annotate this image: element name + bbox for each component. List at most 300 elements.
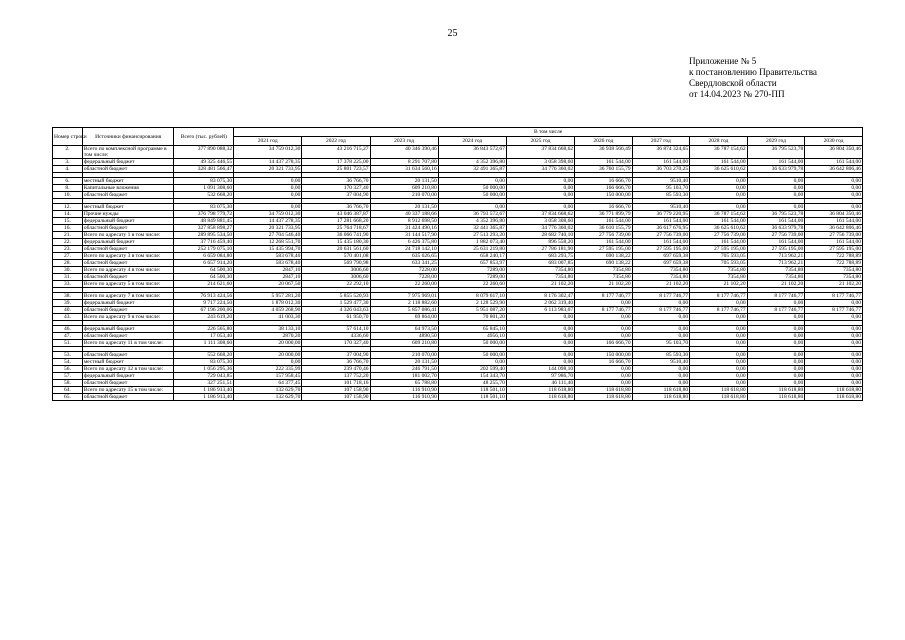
- year-value-cell: 0,00: [747, 333, 805, 340]
- table-row: [53, 253, 863, 260]
- table-row: [53, 300, 863, 307]
- source-cell: местный бюджет: [82, 359, 174, 366]
- year-value-cell: 2 128 529,90: [438, 300, 506, 307]
- total-cell: 6 657 914,20: [174, 260, 234, 267]
- year-value-cell: 0,00: [438, 178, 506, 185]
- year-value-cell: 2847,10: [234, 267, 302, 274]
- year-value-cell: 36 625 610,62: [690, 166, 748, 173]
- source-cell: областной бюджет: [82, 394, 174, 401]
- table-row: [53, 267, 863, 274]
- year-value-cell: 50 000,00: [438, 185, 506, 192]
- header-year: 2026 год: [575, 137, 633, 146]
- total-cell: 328 481 566,47: [174, 166, 234, 173]
- year-value-cell: 0,00: [690, 326, 748, 333]
- year-value-cell: 132 629,70: [234, 394, 302, 401]
- year-value-cell: 64 973,50: [370, 326, 438, 333]
- year-value-cell: 697 659,38: [632, 260, 690, 267]
- source-cell: Капитальные вложения: [82, 185, 174, 192]
- table-row: [53, 159, 863, 166]
- source-cell: Всего по адресату 15 в том числе:: [82, 387, 174, 394]
- year-value-cell: 32 441 365,87: [438, 225, 506, 232]
- year-value-cell: 161 544,00: [690, 239, 748, 246]
- total-cell: 1 186 913,40: [174, 387, 234, 394]
- source-cell: Всего по адресату 12 в том числе:: [82, 366, 174, 373]
- year-value-cell: 0,00: [805, 366, 863, 373]
- year-value-cell: 36 787 154,62: [690, 211, 748, 218]
- year-value-cell: 5 857 086,41: [370, 307, 438, 314]
- year-value-cell: 0,00: [805, 340, 863, 347]
- year-value-cell: 0,00: [506, 352, 574, 359]
- row-number-cell: 2.: [53, 146, 83, 159]
- year-value-cell: 36 843 572,67: [438, 146, 506, 159]
- appendix-line: Приложение № 5: [689, 56, 757, 66]
- year-value-cell: 8 079 617,10: [438, 293, 506, 300]
- year-value-cell: 31 424 490,16: [370, 225, 438, 232]
- table-row: [53, 394, 863, 401]
- year-value-cell: 61 950,70: [302, 314, 370, 321]
- row-number-cell: 21.: [53, 232, 83, 239]
- year-value-cell: 36 642 806,46: [805, 225, 863, 232]
- year-value-cell: 27 595 195,00: [805, 246, 863, 253]
- year-value-cell: 4890,50: [370, 333, 438, 340]
- year-value-cell: 118 618,80: [506, 394, 574, 401]
- year-value-cell: 65 845,10: [438, 326, 506, 333]
- table-row: [53, 274, 863, 281]
- year-value-cell: 43 216 715,27: [302, 146, 370, 159]
- total-cell: 67 196 200,06: [174, 307, 234, 314]
- year-value-cell: 34 759 012,30: [234, 211, 302, 218]
- year-value-cell: 0,00: [438, 204, 506, 211]
- year-value-cell: 609 210,80: [370, 185, 438, 192]
- year-value-cell: 0,00: [506, 314, 574, 321]
- row-number-cell: 6.: [53, 178, 83, 185]
- year-value-cell: 8 177 746,77: [805, 307, 863, 314]
- row-number-cell: 12.: [53, 204, 83, 211]
- year-value-cell: 0,00: [747, 178, 805, 185]
- year-value-cell: 0,00: [234, 192, 302, 199]
- table-row: [53, 218, 863, 225]
- year-value-cell: 95 103,70: [632, 185, 690, 192]
- year-value-cell: 0,00: [747, 340, 805, 347]
- year-value-cell: 0,00: [234, 359, 302, 366]
- year-value-cell: 658 240,17: [438, 253, 506, 260]
- year-value-cell: 157 958,45: [234, 373, 302, 380]
- year-value-cell: 0,00: [690, 373, 748, 380]
- year-value-cell: 0,00: [234, 204, 302, 211]
- row-number-cell: 22.: [53, 239, 83, 246]
- year-value-cell: 161 544,00: [632, 159, 690, 166]
- year-value-cell: 27 756 739,00: [690, 232, 748, 239]
- year-value-cell: 8 177 746,77: [575, 307, 633, 314]
- year-value-cell: 116 910,90: [370, 394, 438, 401]
- table-row: [53, 333, 863, 340]
- year-value-cell: 8 177 746,77: [747, 307, 805, 314]
- year-value-cell: 246 791,50: [370, 366, 438, 373]
- year-value-cell: 2 062 319,40: [506, 300, 574, 307]
- year-value-cell: 161 544,00: [805, 239, 863, 246]
- table-row: [53, 380, 863, 387]
- year-value-cell: 7228,00: [370, 267, 438, 274]
- year-value-cell: 161 544,00: [747, 239, 805, 246]
- year-value-cell: 5 957 281,20: [234, 293, 302, 300]
- year-value-cell: 0,00: [805, 352, 863, 359]
- source-cell: областной бюджет: [82, 192, 174, 199]
- year-value-cell: 8 177 746,77: [632, 307, 690, 314]
- year-value-cell: 36 938 566,49: [575, 146, 633, 159]
- source-cell: областной бюджет: [82, 246, 174, 253]
- row-number-cell: 15.: [53, 218, 83, 225]
- year-value-cell: 36 760 155,79: [575, 166, 633, 173]
- year-value-cell: 118 618,80: [747, 387, 805, 394]
- year-value-cell: 37 834 668,62: [506, 146, 574, 159]
- year-value-cell: 7354,80: [506, 274, 574, 281]
- year-value-cell: 161 544,00: [805, 218, 863, 225]
- year-value-cell: 0,00: [632, 300, 690, 307]
- year-value-cell: 0,00: [805, 204, 863, 211]
- year-value-cell: 722 788,89: [805, 260, 863, 267]
- year-value-cell: 7354,80: [575, 267, 633, 274]
- year-value-cell: 154 343,70: [438, 373, 506, 380]
- year-value-cell: 118 618,80: [690, 394, 748, 401]
- year-value-cell: 101 718,16: [302, 380, 370, 387]
- source-cell: областной бюджет: [82, 307, 174, 314]
- year-value-cell: 36 787 154,62: [690, 146, 748, 159]
- header-including: В том числе: [234, 128, 863, 137]
- year-value-cell: 722 788,89: [805, 253, 863, 260]
- year-value-cell: 116 910,90: [370, 387, 438, 394]
- year-value-cell: 0,00: [747, 204, 805, 211]
- source-cell: федеральный бюджет: [82, 239, 174, 246]
- year-value-cell: 31 144 517,90: [370, 232, 438, 239]
- year-value-cell: 27 595 195,00: [747, 246, 805, 253]
- year-value-cell: 48 255,70: [438, 380, 506, 387]
- year-value-cell: 21 102,20: [690, 281, 748, 288]
- table-row: [53, 166, 863, 173]
- row-number-cell: 65.: [53, 394, 83, 401]
- year-value-cell: 27 756 739,00: [747, 232, 805, 239]
- year-value-cell: 683 293,75: [506, 253, 574, 260]
- year-value-cell: 6 426 375,80: [370, 239, 438, 246]
- source-cell: Всего по адресату 5 в том числе:: [82, 281, 174, 288]
- total-cell: 532 668,20: [174, 192, 234, 199]
- year-value-cell: 40 346 390,46: [370, 146, 438, 159]
- source-cell: областной бюджет: [82, 352, 174, 359]
- year-value-cell: 36 779 220,95: [632, 211, 690, 218]
- year-value-cell: 36 874 324,65: [632, 146, 690, 159]
- year-value-cell: 0,00: [805, 333, 863, 340]
- row-number-cell: 38.: [53, 293, 83, 300]
- appendix-line: Свердловской области: [689, 78, 777, 88]
- year-value-cell: 25 631 219,80: [438, 246, 506, 253]
- year-value-cell: 1 878 012,30: [234, 300, 302, 307]
- year-value-cell: 8 176 302,47: [506, 293, 574, 300]
- year-value-cell: 118 618,80: [747, 394, 805, 401]
- table-row: [53, 281, 863, 288]
- year-value-cell: 0,00: [805, 314, 863, 321]
- header-year: 2022 год: [302, 137, 370, 146]
- year-value-cell: 635 626,65: [370, 253, 438, 260]
- year-value-cell: 0,00: [234, 185, 302, 192]
- year-value-cell: 0,00: [690, 185, 748, 192]
- year-value-cell: 0,00: [747, 192, 805, 199]
- year-value-cell: 0,00: [747, 373, 805, 380]
- year-value-cell: 36 795 523,78: [747, 211, 805, 218]
- header-year: 2029 год: [747, 137, 805, 146]
- year-value-cell: 20 321 733,95: [234, 166, 302, 173]
- year-value-cell: 0,00: [747, 359, 805, 366]
- row-number-cell: 3.: [53, 159, 83, 166]
- year-value-cell: 210 070,00: [370, 352, 438, 359]
- source-cell: областной бюджет: [82, 166, 174, 173]
- year-value-cell: 2870,20: [234, 333, 302, 340]
- year-value-cell: 0,00: [234, 178, 302, 185]
- year-value-cell: 37 004,90: [302, 192, 370, 199]
- year-value-cell: 0,00: [747, 185, 805, 192]
- year-value-cell: 150 000,00: [575, 352, 633, 359]
- year-value-cell: 69 864,00: [370, 314, 438, 321]
- year-value-cell: 2847,10: [234, 274, 302, 281]
- year-value-cell: 57 614,10: [302, 326, 370, 333]
- year-value-cell: 713 962,21: [747, 253, 805, 260]
- year-value-cell: 8 177 746,77: [632, 293, 690, 300]
- total-cell: 243 619,20: [174, 314, 234, 321]
- row-number-cell: 4.: [53, 166, 83, 173]
- row-number-cell: 51.: [53, 340, 83, 347]
- year-value-cell: 25 764 718,67: [302, 225, 370, 232]
- row-number-cell: 28.: [53, 260, 83, 267]
- year-value-cell: 8 177 746,77: [747, 293, 805, 300]
- year-value-cell: 1 529 477,30: [302, 300, 370, 307]
- year-value-cell: 32 491 365,87: [438, 166, 506, 173]
- source-cell: Всего по адресату 11 в том числе:: [82, 340, 174, 347]
- year-value-cell: 34 776 360,02: [506, 225, 574, 232]
- table-row: [53, 225, 863, 232]
- year-value-cell: 12 268 551,70: [234, 239, 302, 246]
- year-value-cell: 0,00: [506, 178, 574, 185]
- year-value-cell: 161 544,00: [690, 159, 748, 166]
- year-value-cell: 0,00: [690, 359, 748, 366]
- year-value-cell: 7354,80: [690, 267, 748, 274]
- year-value-cell: 0,00: [805, 326, 863, 333]
- table-row: [53, 373, 863, 380]
- source-cell: Прочие нужды: [82, 211, 174, 218]
- year-value-cell: 4956,10: [438, 333, 506, 340]
- source-cell: местный бюджет: [82, 178, 174, 185]
- year-value-cell: 609 210,80: [370, 340, 438, 347]
- source-cell: Всего по комплексной программе в том числе:: [82, 146, 174, 159]
- total-cell: 6 659 084,80: [174, 253, 234, 260]
- year-value-cell: 0,00: [690, 333, 748, 340]
- year-value-cell: 27 756 739,00: [632, 232, 690, 239]
- total-cell: 1 091 308,60: [174, 185, 234, 192]
- year-value-cell: 8 912 698,50: [370, 218, 438, 225]
- row-number-cell: 33.: [53, 281, 83, 288]
- year-value-cell: 1 882 073,40: [438, 239, 506, 246]
- total-cell: 83 075,30: [174, 359, 234, 366]
- year-value-cell: 20 131,50: [370, 178, 438, 185]
- year-value-cell: 65 788,80: [370, 380, 438, 387]
- row-number-cell: 16.: [53, 225, 83, 232]
- total-cell: 289 895 534,50: [174, 232, 234, 239]
- year-value-cell: 118 618,80: [805, 387, 863, 394]
- year-value-cell: 36 771 899,79: [575, 211, 633, 218]
- year-value-cell: 36 625 610,62: [690, 225, 748, 232]
- total-cell: 49 325 446,55: [174, 159, 234, 166]
- year-value-cell: 0,00: [506, 192, 574, 199]
- source-cell: федеральный бюджет: [82, 326, 174, 333]
- year-value-cell: 0,00: [575, 314, 633, 321]
- source-cell: областной бюджет: [82, 380, 174, 387]
- year-value-cell: 4 059 268,90: [234, 307, 302, 314]
- year-value-cell: 22 260,00: [370, 281, 438, 288]
- header-source: Источники финансирования: [82, 128, 174, 146]
- year-value-cell: 38 133,10: [234, 326, 302, 333]
- header-year: 2030 год: [805, 137, 863, 146]
- appendix-header: [689, 56, 817, 100]
- row-number-cell: 43.: [53, 314, 83, 321]
- header-year: 2021 год: [234, 137, 302, 146]
- year-value-cell: 0,00: [575, 326, 633, 333]
- table-row: [53, 232, 863, 239]
- total-cell: 1 111 308,60: [174, 340, 234, 347]
- table-row: [53, 340, 863, 347]
- year-value-cell: 0,00: [575, 366, 633, 373]
- year-value-cell: 36 766,70: [302, 359, 370, 366]
- header-year: 2024 год: [438, 137, 506, 146]
- year-value-cell: 3006,60: [302, 267, 370, 274]
- row-number-cell: 30.: [53, 267, 83, 274]
- total-cell: 83 075,30: [174, 204, 234, 211]
- year-value-cell: 7354,80: [506, 267, 574, 274]
- year-value-cell: 8 177 746,77: [690, 307, 748, 314]
- total-cell: 83 075,30: [174, 178, 234, 185]
- year-value-cell: 161 544,00: [575, 218, 633, 225]
- year-value-cell: 118 618,80: [575, 394, 633, 401]
- year-value-cell: 683 007,85: [506, 260, 574, 267]
- year-value-cell: 118 501,10: [438, 387, 506, 394]
- year-value-cell: 14 437 278,35: [234, 218, 302, 225]
- header-total: Всего (тыс. рублей): [174, 128, 234, 146]
- total-cell: 214 621,60: [174, 281, 234, 288]
- year-value-cell: 15 435 994,70: [234, 246, 302, 253]
- year-value-cell: 161 544,00: [747, 159, 805, 166]
- year-value-cell: 36 617 676,95: [632, 225, 690, 232]
- total-cell: 252 179 075,10: [174, 246, 234, 253]
- year-value-cell: 4 352 396,80: [438, 218, 506, 225]
- row-number-cell: 40.: [53, 307, 83, 314]
- year-value-cell: 4 326 043,63: [302, 307, 370, 314]
- year-value-cell: 16 666,70: [575, 204, 633, 211]
- source-cell: областной бюджет: [82, 260, 174, 267]
- year-value-cell: 36 703 270,25: [632, 166, 690, 173]
- row-number-cell: 10.: [53, 192, 83, 199]
- year-value-cell: 0,00: [747, 366, 805, 373]
- table-row: [53, 260, 863, 267]
- source-cell: областной бюджет: [82, 333, 174, 340]
- total-cell: 729 043,85: [174, 373, 234, 380]
- year-value-cell: 8 177 746,77: [805, 293, 863, 300]
- year-value-cell: 8 177 746,77: [690, 293, 748, 300]
- year-value-cell: 0,00: [690, 178, 748, 185]
- year-value-cell: 3006,60: [302, 274, 370, 281]
- year-value-cell: 7289,00: [438, 267, 506, 274]
- year-value-cell: 170 327,40: [302, 340, 370, 347]
- year-value-cell: 7354,80: [632, 267, 690, 274]
- year-value-cell: 0,00: [506, 359, 574, 366]
- year-value-cell: 5 951 087,20: [438, 307, 506, 314]
- year-value-cell: 70 801,20: [438, 314, 506, 321]
- year-value-cell: 222 335,99: [234, 366, 302, 373]
- year-value-cell: 36 795 523,78: [747, 146, 805, 159]
- year-value-cell: 705 593,05: [690, 260, 748, 267]
- table-row: [53, 293, 863, 300]
- year-value-cell: 657 853,97: [438, 260, 506, 267]
- row-number-cell: 57.: [53, 373, 83, 380]
- row-number-cell: 31.: [53, 274, 83, 281]
- year-value-cell: 137 752,20: [302, 373, 370, 380]
- year-value-cell: 0,00: [690, 380, 748, 387]
- year-value-cell: 0,00: [690, 300, 748, 307]
- year-value-cell: 0,00: [506, 326, 574, 333]
- year-value-cell: 0,00: [438, 359, 506, 366]
- source-cell: Всего по адресату 3 в том числе:: [82, 253, 174, 260]
- row-number-cell: 46.: [53, 326, 83, 333]
- source-cell: Всего по адресату 7 в том числе:: [82, 293, 174, 300]
- header-year: 2023 год: [370, 137, 438, 146]
- year-value-cell: 3 058 308,60: [506, 218, 574, 225]
- year-value-cell: 20 000,00: [234, 340, 302, 347]
- year-value-cell: 4336,60: [302, 333, 370, 340]
- source-cell: федеральный бюджет: [82, 218, 174, 225]
- year-value-cell: 0,00: [575, 373, 633, 380]
- row-number-cell: 39.: [53, 300, 83, 307]
- year-value-cell: 0,00: [747, 352, 805, 359]
- year-value-cell: 27 595 195,00: [632, 246, 690, 253]
- year-value-cell: 0,00: [506, 185, 574, 192]
- year-value-cell: 21 102,20: [575, 281, 633, 288]
- year-value-cell: 0,00: [632, 380, 690, 387]
- year-value-cell: 36 793 572,67: [438, 211, 506, 218]
- row-number-cell: 58.: [53, 380, 83, 387]
- year-value-cell: 7228,00: [370, 274, 438, 281]
- year-value-cell: 161 544,00: [575, 159, 633, 166]
- year-value-cell: 50 000,00: [438, 352, 506, 359]
- year-value-cell: 132 629,70: [234, 387, 302, 394]
- year-value-cell: 50 000,00: [438, 192, 506, 199]
- year-value-cell: 36 642 806,46: [805, 166, 863, 173]
- year-value-cell: 202 599,40: [438, 366, 506, 373]
- total-cell: 327 251,51: [174, 380, 234, 387]
- year-value-cell: 713 962,21: [747, 260, 805, 267]
- row-number-cell: 64.: [53, 387, 83, 394]
- year-value-cell: 0,00: [805, 300, 863, 307]
- total-cell: 1 186 913,40: [174, 394, 234, 401]
- year-value-cell: 161 544,00: [632, 218, 690, 225]
- year-value-cell: 21 102,20: [805, 281, 863, 288]
- year-value-cell: 0,00: [506, 340, 574, 347]
- year-value-cell: 118 618,80: [690, 387, 748, 394]
- year-value-cell: 0,00: [690, 314, 748, 321]
- year-value-cell: 36 633 979,78: [747, 225, 805, 232]
- year-value-cell: 17 378 225,00: [302, 159, 370, 166]
- financing-table: [52, 127, 863, 401]
- table-row: [53, 307, 863, 314]
- table-row: [53, 352, 863, 359]
- source-cell: областной бюджет: [82, 274, 174, 281]
- table-row: [53, 146, 863, 159]
- source-cell: Всего по адресату 1 в том числе:: [82, 232, 174, 239]
- year-value-cell: 7354,80: [690, 274, 748, 281]
